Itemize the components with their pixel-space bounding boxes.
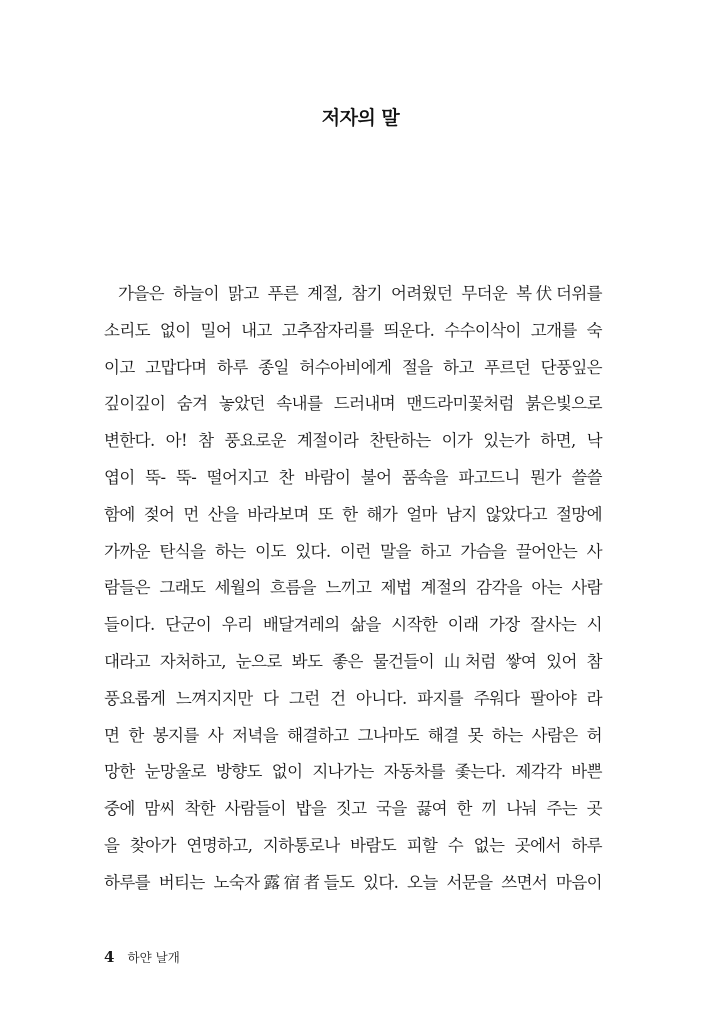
text-line: 하루를 버티는 노숙자露宿者들도 있다. 오늘 서문을 쓰면서 마음이 <box>104 872 602 892</box>
text-line: 변한다. 아! 참 풍요로운 계절이라 찬탄하는 이가 있는가 하면, 낙 <box>104 431 602 451</box>
text-line: 이고 고맙다며 하루 종일 허수아비에게 절을 하고 푸르던 단풍잎은 <box>104 357 602 377</box>
text-line: 대라고 자처하고, 눈으로 봐도 좋은 물건들이 山처럼 쌓여 있어 참 <box>104 651 602 671</box>
text-line: 들이다. 단군이 우리 배달겨레의 삶을 시작한 이래 가장 잘사는 시 <box>104 615 602 635</box>
text-line: 소리도 없이 밀어 내고 고추잠자리를 띄운다. 수수이삭이 고개를 숙 <box>104 320 602 340</box>
text-line: 깊이깊이 숨겨 놓았던 속내를 드러내며 맨드라미꽃처럼 붉은빛으로 <box>104 394 602 414</box>
text-line: 함에 젖어 먼 산을 바라보며 또 한 해가 얼마 남지 않았다고 절망에 <box>104 504 602 524</box>
body-paragraph <box>104 276 602 902</box>
page-number: 4 <box>104 948 115 966</box>
text-line: 가을은 하늘이 맑고 푸른 계절, 참기 어려웠던 무더운 복伏더위를 <box>118 284 602 303</box>
text-line: 엽이 뚝- 뚝- 떨어지고 찬 바람이 불어 품속을 파고드니 뭔가 쓸쓸 <box>104 467 602 487</box>
page-title: 저자의 말 <box>321 107 400 129</box>
text-line: 망한 눈망울로 방향도 없이 지나가는 자동차를 좇는다. 제각각 바쁜 <box>104 762 602 782</box>
running-title: 하얀 날개 <box>127 950 180 965</box>
page-footer <box>104 946 180 968</box>
text-line: 을 찾아가 연명하고, 지하통로나 바람도 피할 수 없는 곳에서 하루 <box>104 835 602 855</box>
text-line: 람들은 그래도 세월의 흐름을 느끼고 제법 계절의 감각을 아는 사람 <box>104 578 602 598</box>
text-line: 풍요롭게 느껴지지만 다 그런 건 아니다. 파지를 주워다 팔아야 라 <box>104 688 602 708</box>
text-line: 중에 맘씨 착한 사람들이 밥을 짓고 국을 끓여 한 끼 나눠 주는 곳 <box>104 799 602 819</box>
text-line: 가까운 탄식을 하는 이도 있다. 이런 말을 하고 가슴을 끌어안는 사 <box>104 541 602 561</box>
text-line: 면 한 봉지를 사 저녁을 해결하고 그나마도 해결 못 하는 사람은 허 <box>104 725 602 745</box>
